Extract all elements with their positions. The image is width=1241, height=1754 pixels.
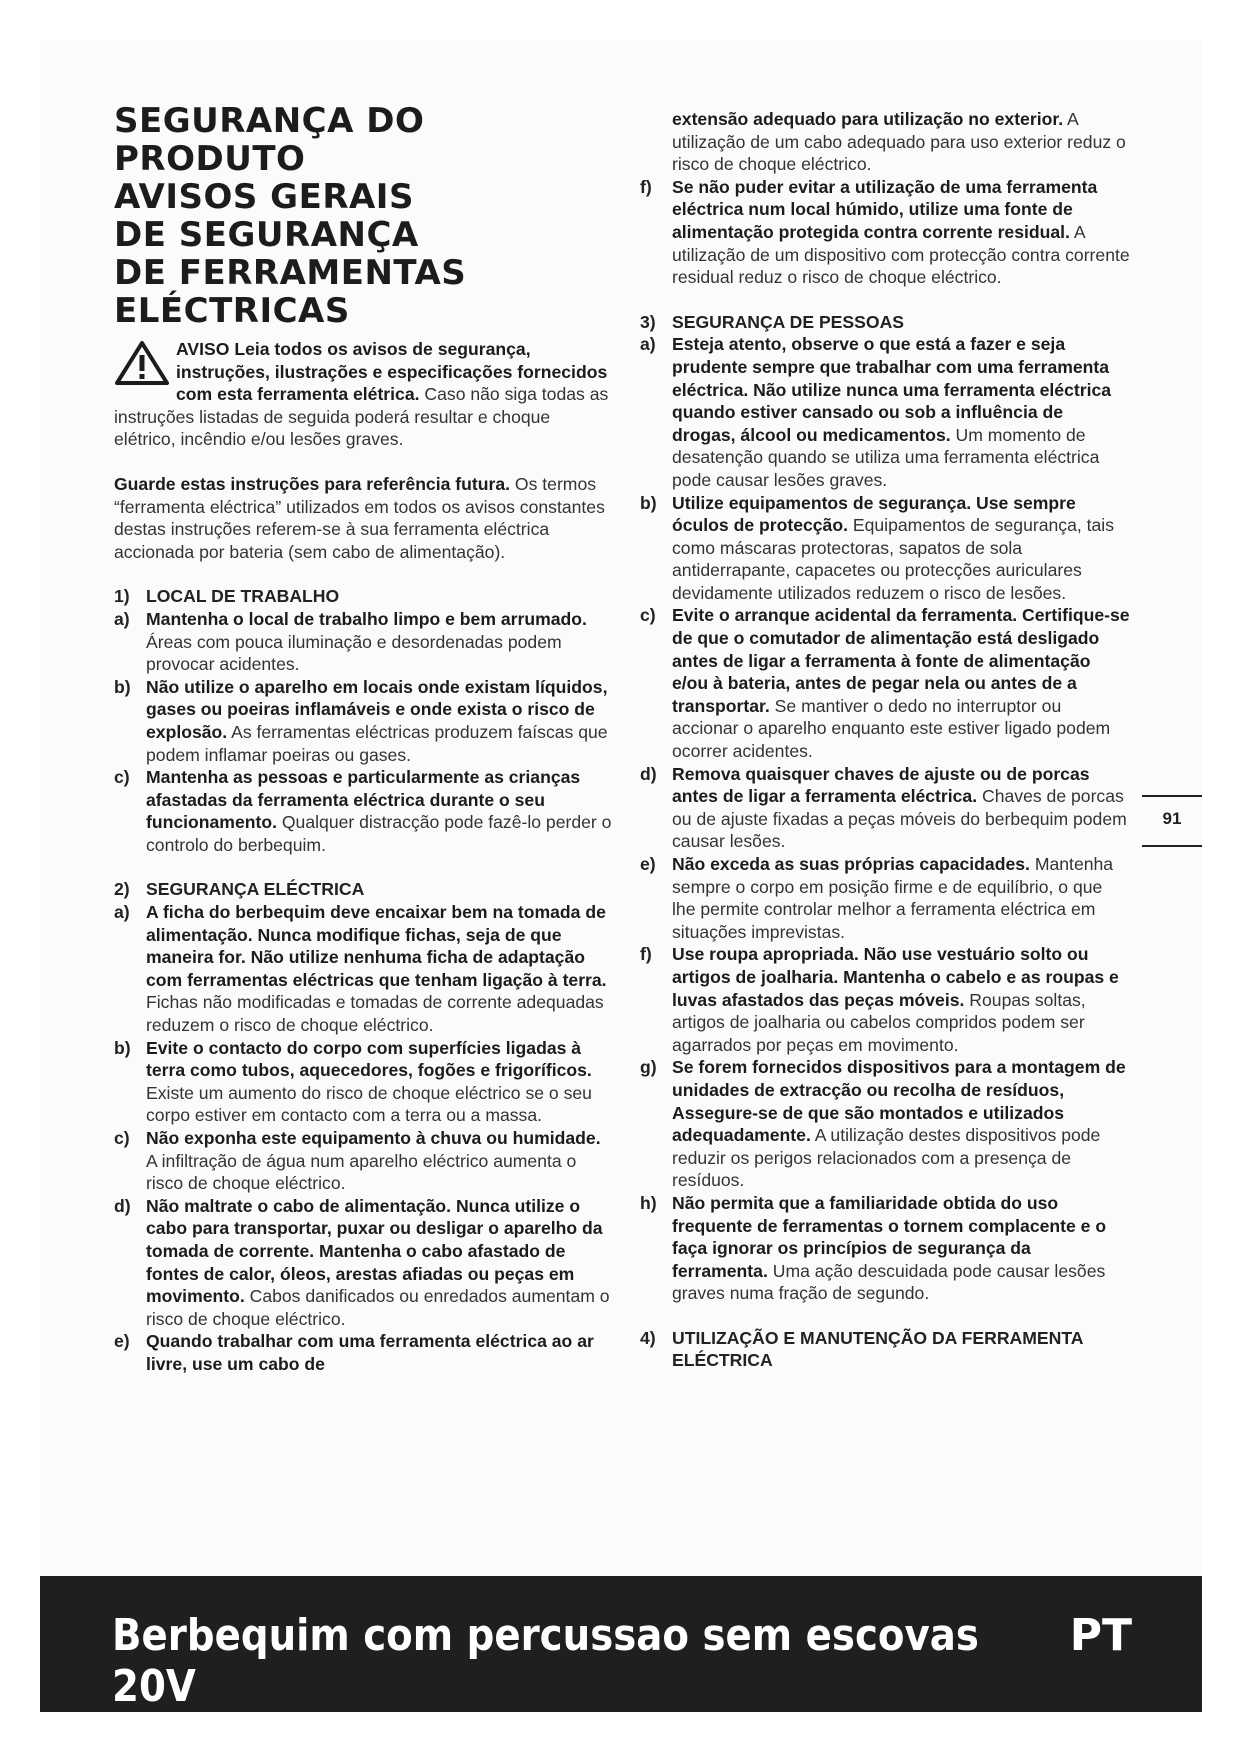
item-bold: Remova quaisquer chaves de ajuste ou de porcas antes de ligar a ferramenta eléctrica. xyxy=(672,763,1090,807)
list-item xyxy=(640,604,1130,762)
item-bold: Não permita que a familiaridade obtida do uso frequente de ferramentas o tornem complacente e o faça ignorar os princípios de segurança da ferramenta. xyxy=(672,1192,1107,1281)
list-item xyxy=(640,1056,1130,1192)
item-bold: A ficha do berbequim deve encaixar bem na tomada de alimentação. Nunca modifique fichas, seja de que maneira for. Não utilize nenhuma ficha de adaptação com ferramentas eléctricas que tenham ligação à terra. xyxy=(146,902,607,990)
item-letter: d) xyxy=(640,763,657,784)
list-item xyxy=(114,901,614,1037)
title-line: ELÉCTRICAS xyxy=(114,291,350,331)
item-letter: b) xyxy=(640,492,657,513)
item-bold: Utilize equipamentos de segurança. Use sempre óculos de protecção. xyxy=(672,492,1076,536)
item-letter: f) xyxy=(640,944,652,965)
list-item xyxy=(114,676,614,766)
item-text: A infiltração de água num aparelho eléctrico aumenta o risco de choque eléctrico. xyxy=(146,1150,577,1194)
item-bold: Esteja atento, observe o que está a fazer e seja prudente sempre que trabalhar com uma ferramenta eléctrica. Não utilize nunca uma ferramenta eléctrica quando estiver cansado ou sob a influência de drogas, álcool ou medicamentos. xyxy=(672,334,1112,445)
item-text: As ferramentas eléctricas produzem faíscas que podem inflamar poeiras ou gases. xyxy=(146,721,608,765)
item-letter: e) xyxy=(114,1331,130,1352)
list-item xyxy=(640,333,1130,491)
title-line: SEGURANÇA DO PRODUTO xyxy=(114,101,425,179)
item-bold: Se forem fornecidos dispositivos para a montagem de unidades de extracção ou recolha de resíduos, Assegure-se de que são montados e utilizados adequadamente. xyxy=(672,1057,1126,1146)
title-line: DE SEGURANÇA xyxy=(114,215,419,255)
warning-bold-text: AVISO Leia todos os avisos de segurança, instruções, ilustrações e especificações fornecidos com esta ferramenta elétrica. xyxy=(176,339,608,405)
item-text: Cabos danificados ou enredados aumentam o risco de choque eléctrico. xyxy=(146,1286,610,1329)
item-letter: d) xyxy=(114,1195,131,1216)
item-text: A utilização de um dispositivo com protecção contra corrente residual reduz o risco de choque eléctrico. xyxy=(672,221,1130,288)
item-bold: Evite o contacto do corpo com superfícies ligadas à terra como tubos, aquecedores, fogões e frigoríficos. xyxy=(146,1037,592,1081)
section-number: 1) xyxy=(114,586,130,607)
section-heading-electrical-safety xyxy=(114,878,614,901)
item-bold: Não maltrate o cabo de alimentação. Nunca utilize o cabo para transportar, puxar ou desligar o aparelho da tomada de corrente. Mantenha o cabo afastado de fontes de calor, óleos, arestas afiadas ou peças em movimento. xyxy=(146,1195,603,1307)
language-code: PT xyxy=(1069,1610,1132,1661)
section-heading-tool-use xyxy=(640,1327,1130,1372)
warning-text: Caso não siga todas as instruções listadas de seguida poderá resultar e choque elétrico, incêndio e/ou lesões graves. xyxy=(114,384,609,450)
list-item xyxy=(640,492,1130,605)
list-item xyxy=(114,608,614,676)
item-bold: Use roupa apropriada. Não use vestuário solto ou artigos de joalharia. Mantenha o cabelo e as roupas e luvas afastados das peças móveis. xyxy=(672,944,1119,1010)
list-item xyxy=(640,176,1130,289)
item-letter: f) xyxy=(640,176,652,197)
item-bold: Não exceda as suas próprias capacidades. xyxy=(672,854,1030,874)
item-text: Chaves de porcas ou de ajuste fixadas a peças móveis do berbequim podem causar lesões. xyxy=(672,786,1127,852)
section-number: 4) xyxy=(640,1327,656,1348)
list-item xyxy=(114,1037,614,1127)
item-text: Uma ação descuidada pode causar lesões graves numa fração de segundo. xyxy=(672,1260,1106,1304)
warning-triangle-icon xyxy=(114,340,170,386)
section-title: SEGURANÇA ELÉCTRICA xyxy=(146,879,365,900)
page-title xyxy=(114,102,614,330)
item-bold: Evite o arranque acidental da ferramenta. Certifique-se de que o comutador de alimentação está desligado antes de ligar a ferramenta à fonte de alimentação e/ou à bateria, antes de pegar nela ou antes de a transportar. xyxy=(672,605,1130,716)
item-bold: extensão adequado para utilização no exterior. xyxy=(672,109,1064,129)
footer-banner xyxy=(40,1576,1202,1712)
item-text: Roupas soltas, artigos de joalharia ou cabelos compridos podem ser agarrados por peças em movimento. xyxy=(672,989,1086,1055)
title-line: AVISOS GERAIS xyxy=(114,177,414,217)
item-letter: b) xyxy=(114,1037,131,1058)
item-letter: c) xyxy=(640,605,656,626)
section-heading-work-area xyxy=(114,585,614,608)
section-title: LOCAL DE TRABALHO xyxy=(146,586,340,607)
item-text: A utilização destes dispositivos pode reduzir os perigos relacionados com a presença de resíduos. xyxy=(672,1125,1101,1191)
item-text: A utilização de um cabo adequado para uso exterior reduz o risco de choque eléctrico. xyxy=(672,109,1126,175)
item-letter: e) xyxy=(640,854,656,874)
item-bold: Quando trabalhar com uma ferramenta eléctrica ao ar livre, use um cabo de xyxy=(146,1331,594,1374)
item-bold: Não exponha este equipamento à chuva ou humidade. xyxy=(146,1128,601,1148)
left-column xyxy=(114,102,614,1376)
item-letter: c) xyxy=(114,767,130,788)
item-bold: Mantenha o local de trabalho limpo e bem arrumado. xyxy=(146,608,587,629)
list-item xyxy=(640,853,1130,943)
list-item xyxy=(640,943,1130,1056)
list-item xyxy=(640,1192,1130,1305)
intro-bold-text: Guarde estas instruções para referência futura. xyxy=(114,473,511,494)
item-text: Equipamentos de segurança, tais como máscaras protectoras, sapatos de sola antiderrapante, capacetes ou protecções auriculares devidamente utilizados reduzem o risco de lesões. xyxy=(672,515,1115,603)
item-text: Existe um aumento do risco de choque eléctrico se o seu corpo estiver em contacto com a terra ou a massa. xyxy=(146,1082,592,1126)
item-text: Áreas com pouca iluminação e desordenadas podem provocar acidentes. xyxy=(146,631,562,675)
list-item xyxy=(114,1195,614,1331)
item-letter: a) xyxy=(640,334,656,355)
section-title: UTILIZAÇÃO E MANUTENÇÃO DA FERRAMENTA ELÉCTRICA xyxy=(672,1327,1083,1371)
continued-item xyxy=(640,108,1130,176)
item-letter: g) xyxy=(640,1057,657,1078)
warning-block xyxy=(114,338,614,451)
item-bold: Se não puder evitar a utilização de uma ferramenta eléctrica num local húmido, utilize uma fonte de alimentação protegida contra corrente residual. xyxy=(672,176,1098,242)
list-item xyxy=(114,766,614,856)
page-number: 91 xyxy=(1142,795,1202,847)
item-bold: Mantenha as pessoas e particularmente as crianças afastadas da ferramenta eléctrica durante o seu funcionamento. xyxy=(146,767,581,833)
item-text: Fichas não modificadas e tomadas de corrente adequadas reduzem o risco de choque eléctrico. xyxy=(146,992,604,1036)
section-title: SEGURANÇA DE PESSOAS xyxy=(672,311,905,332)
item-letter: a) xyxy=(114,608,130,629)
list-item xyxy=(640,763,1130,853)
item-text: Se mantiver o dedo no interruptor ou accionar o aparelho enquanto este estiver ligado podem ocorrer acidentes. xyxy=(672,695,1111,762)
item-text: Qualquer distracção pode fazê-lo perder o controlo do berbequim. xyxy=(146,812,612,855)
list-item xyxy=(114,1330,614,1375)
item-letter: a) xyxy=(114,902,130,923)
item-letter: h) xyxy=(640,1192,657,1213)
section-number: 2) xyxy=(114,879,130,900)
section-number: 3) xyxy=(640,311,656,332)
item-letter: b) xyxy=(114,676,131,697)
footer-title: Berbequim com percussao sem escovas 20V xyxy=(112,1610,979,1712)
item-letter: c) xyxy=(114,1128,130,1148)
right-column xyxy=(640,108,1130,1372)
list-item xyxy=(114,1127,614,1195)
section-heading-personal-safety xyxy=(640,311,1130,334)
title-line: DE FERRAMENTAS xyxy=(114,253,467,293)
intro-text: Os termos “ferramenta eléctrica” utilizados em todos os avisos constantes destas instruções referem-se à sua ferramenta eléctrica accionada por bateria (sem cabo de alimentação). xyxy=(114,473,605,562)
item-text: Mantenha sempre o corpo em posição firme e de equilíbrio, o que lhe permite controlar melhor a ferramenta eléctrica em situações imprevistas. xyxy=(672,854,1114,942)
item-text: Um momento de desatenção quando se utiliza uma ferramenta eléctrica pode causar lesões graves. xyxy=(672,424,1100,490)
item-bold: Não utilize o aparelho em locais onde existam líquidos, gases ou poeiras inflamáveis e onde exista o risco de explosão. xyxy=(146,676,608,742)
